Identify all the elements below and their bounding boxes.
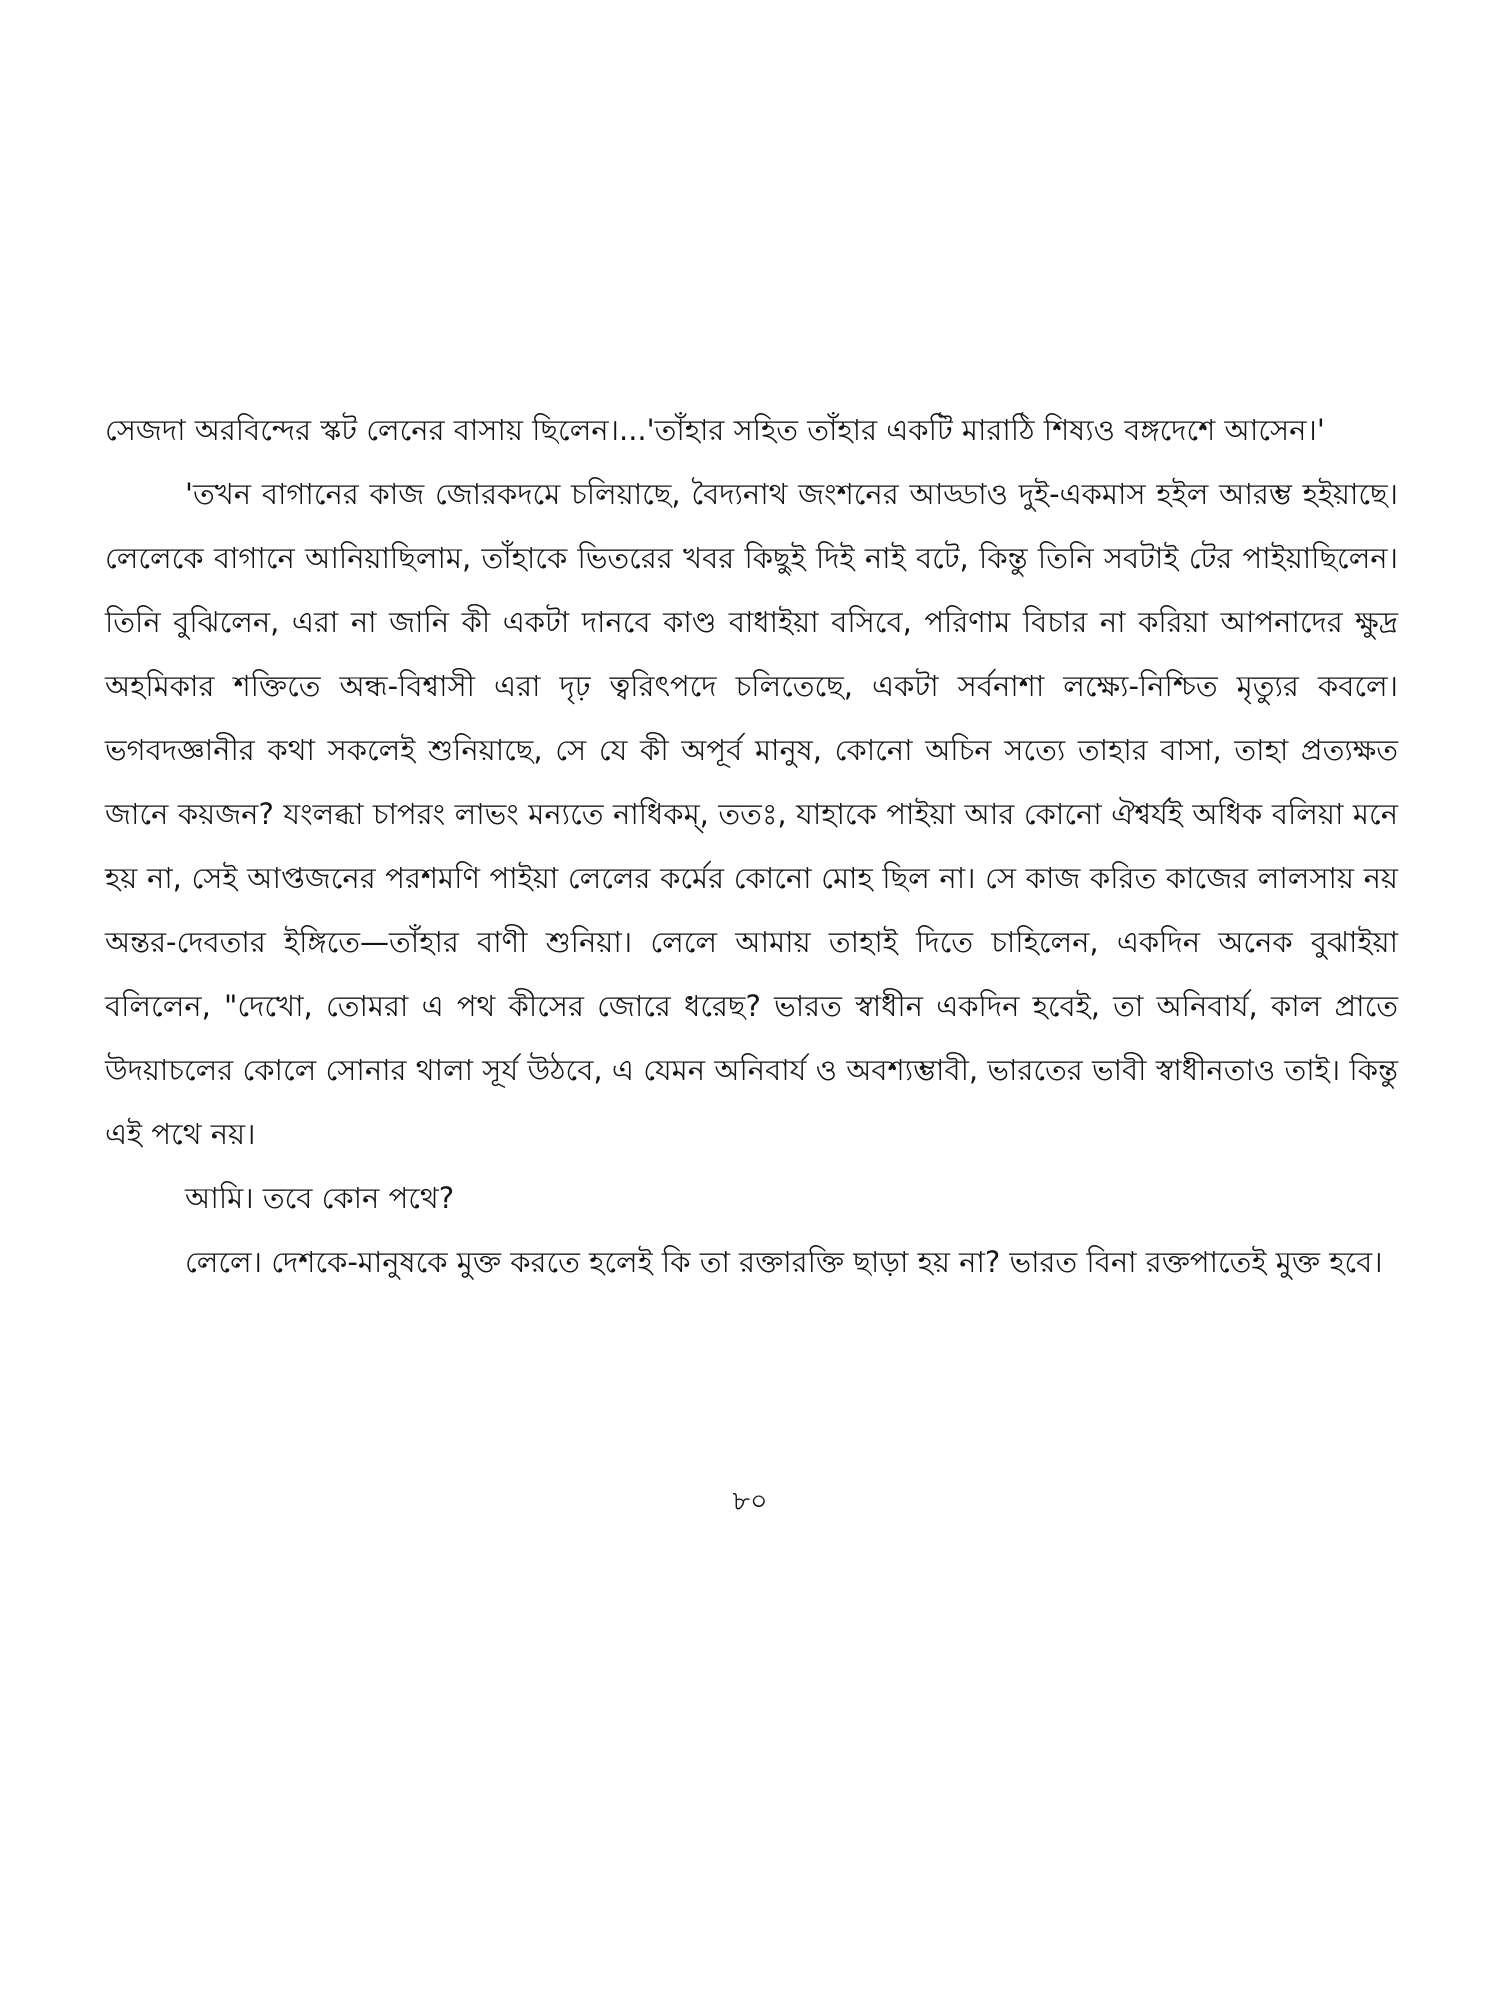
paragraph-4: লেলে। দেশকে-মানুষকে মুক্ত করতে হলেই কি তা রক্তারক্তি ছাড়া হয় না? ভারত বিনা রক্তপাতেই মুক্ত হবে। [185, 1245, 1383, 1279]
paragraph-2: 'তখন বাগানের কাজ জোরকদমে চলিয়াছে, বৈদ্যনাথ জংশনের আড্ডাও দুই-একমাস হইল আরম্ভ হইয়াছে। লেলেকে বাগানে আনিয়াছিলাম, তাঁহাকে ভিতরের খবর কিছুই দিই নাই বটে, কিন্তু তিনি সবটাই টের পাইয়াছিলেন। তিনি বুঝিলেন, এরা না জানি কী একটা দানবে কাণ্ড বাধাইয়া বসিবে, পরিণাম বিচার না করিয়া আপনাদের ক্ষুদ্র অহমিকার শক্তিতে অন্ধ-বিশ্বাসী এরা দৃঢ় ত্বরিৎপদে চলিতেছে, একটা সর্বনাশা লক্ষ্যে-নিশ্চিত মৃত্যুর কবলে। ভগবদজ্ঞানীর কথা সকলেই শুনিয়াছে, সে যে কী অপূর্ব মানুষ, কোনো অচিন সত্যে তাহার বাসা, তাহা প্রত্যক্ষত জানে কয়জন? যংলব্ধা চাপরং লাভং মন্যতে নাধিকম্, ততঃ, যাহাকে পাইয়া আর কোনো ঐশ্বর্যই অধিক বলিয়া মনে হয় না, সেই আপ্তজনের পরশমণি পাইয়া লেলের কর্মের কোনো মোহ ছিল না। সে কাজ করিত কাজের লালসায় নয় অন্তর-দেবতার ইঙ্গিতে—তাঁহার বাণী শুনিয়া। লেলে আমায় তাহাই দিতে চাহিলেন, একদিন অনেক বুঝাইয়া বলিলেন, "দেখো, তোমরা এ পথ কীসের জোরে ধরেছ? ভারত স্বাধীন একদিন হবেই, তা অনিবার্য, কাল প্রাতে উদয়াচলের কোলে সোনার থালা সূর্য উঠবে, এ যেমন অনিবার্য ও অবশ্যম্ভাবী, ভারতের ভাবী স্বাধীনতাও তাই। কিন্তু এই পথে নয়। [105, 477, 1398, 1151]
page-number: ৮০ [732, 1486, 768, 1517]
page-body [105, 398, 1398, 1294]
paragraph-3: আমি। তবে কোন পথে? [185, 1181, 455, 1215]
paragraph-1: সেজদা অরবিন্দের স্কট লেনের বাসায় ছিলেন।...'তাঁহার সহিত তাঁহার একটি মারাঠি শিষ্যও বঙ্গদেশে আসেন।' [105, 413, 1325, 447]
